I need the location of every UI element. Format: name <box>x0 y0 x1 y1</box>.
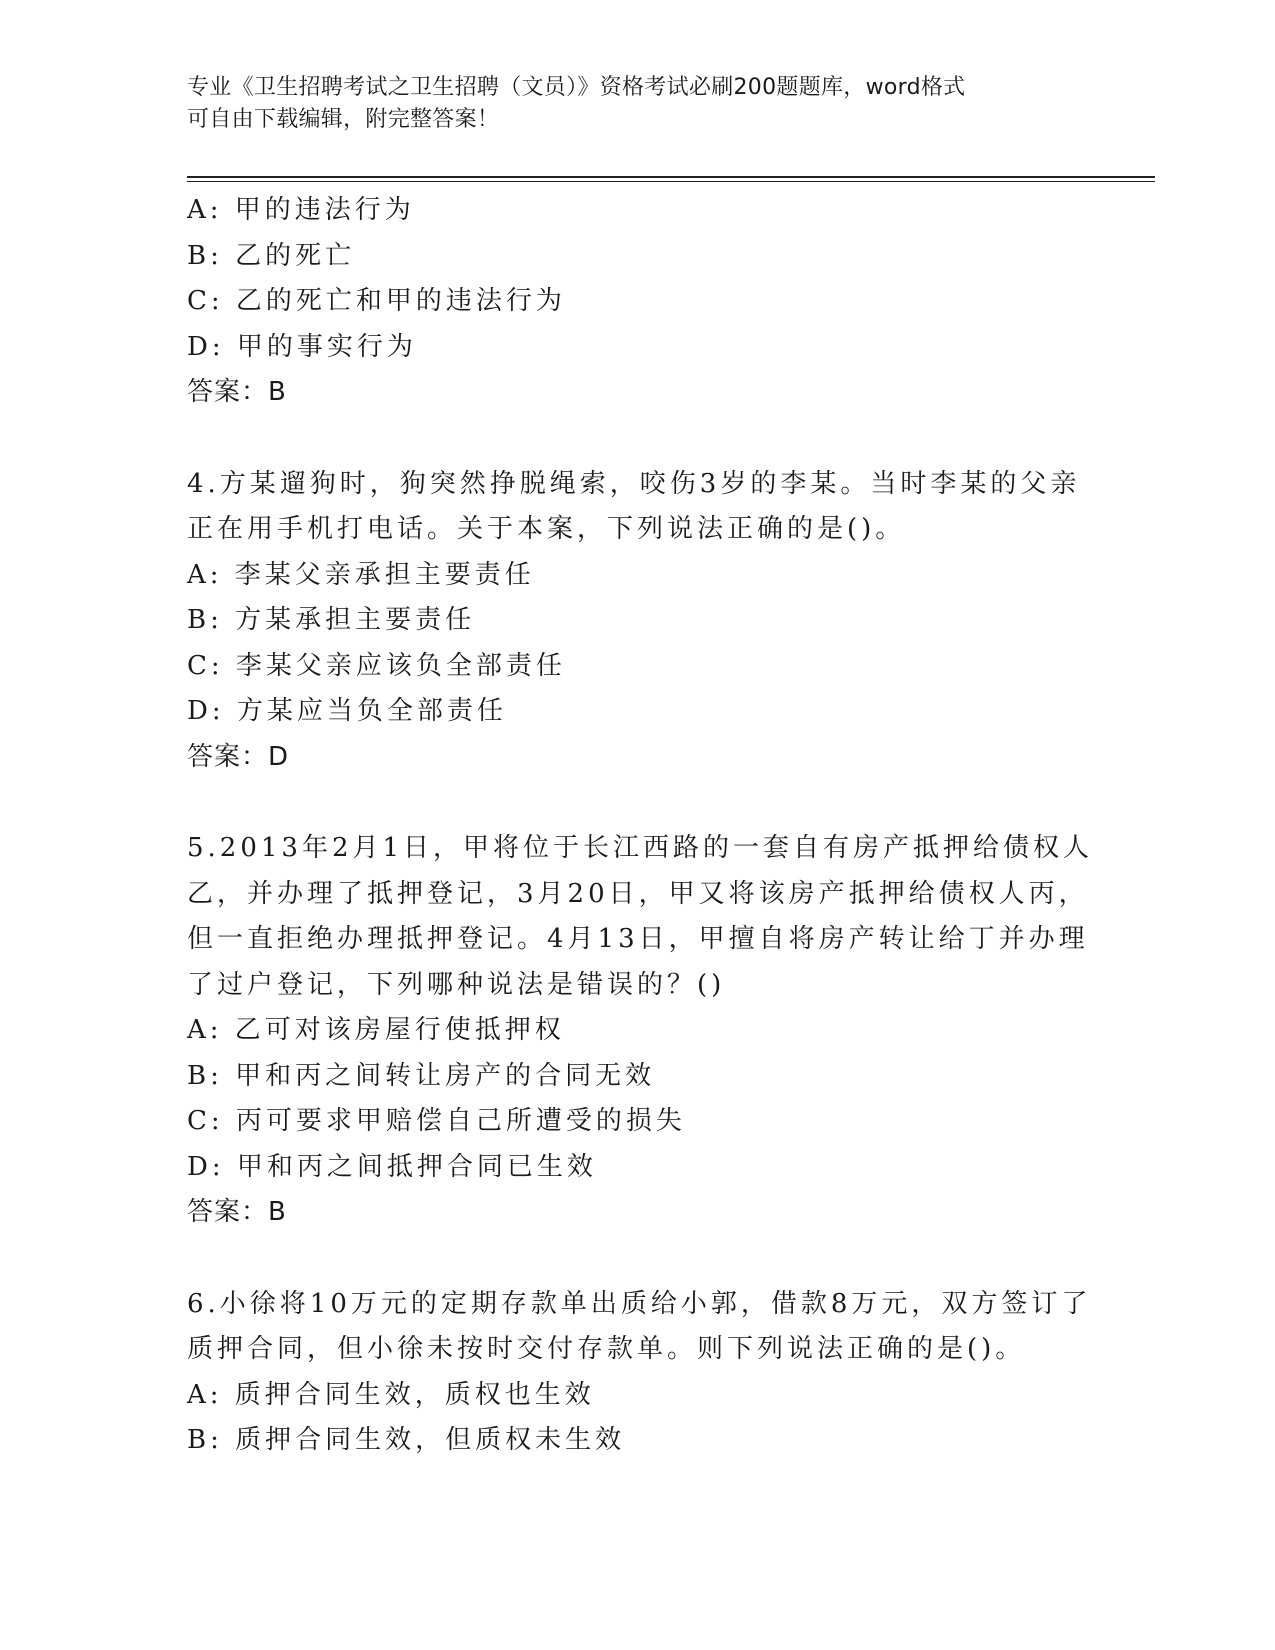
question-5 <box>187 826 1094 1236</box>
spacer <box>187 780 1087 826</box>
document-header <box>187 72 1087 136</box>
question-stem-line: 了过户登记，下列哪种说法是错误的？() <box>187 969 726 1000</box>
option-c: C: 丙可要求甲赔偿自己所遭受的损失 <box>187 1106 686 1136</box>
option-b: B: 乙的死亡 <box>187 240 356 271</box>
option-a: A: 李某父亲承担主要责任 <box>187 559 535 590</box>
header-divider-thick <box>187 176 1155 178</box>
answer-line: 答案：D <box>187 741 290 772</box>
question-stem-line: 乙，并办理了抵押登记，3月20日，甲又将该房产抵押给债权人丙， <box>187 878 1089 909</box>
question-stem-line: 正在用手机打电话。关于本案，下列说法正确的是()。 <box>187 514 906 544</box>
spacer <box>187 1236 1087 1282</box>
option-b: B: 甲和丙之间转让房产的合同无效 <box>187 1060 656 1091</box>
question-stem-line: 质押合同，但小徐未按时交付存款单。则下列说法正确的是()。 <box>187 1334 1026 1364</box>
header-line-2: 可自由下载编辑，附完整答案！ <box>187 107 500 132</box>
question-stem-line: 4.方某遛狗时，狗突然挣脱绳索，咬伤3岁的李某。当时李某的父亲 <box>187 468 1081 499</box>
question-4 <box>187 462 1087 781</box>
question-stem-line: 6.小徐将10万元的定期存款单出质给小郭，借款8万元，双方签订了 <box>187 1288 1092 1319</box>
question-3 <box>187 188 1087 416</box>
answer-line: 答案：B <box>187 1197 287 1227</box>
option-b: B: 方某承担主要责任 <box>187 605 476 635</box>
option-d: D: 甲的事实行为 <box>187 331 417 362</box>
spacer <box>187 416 1087 462</box>
question-stem-line: 但一直拒绝办理抵押登记。4月13日，甲擅自将房产转让给丁并办理 <box>187 924 1089 954</box>
document-body <box>187 188 1094 1464</box>
option-b: B: 质押合同生效，但质权未生效 <box>187 1425 626 1455</box>
option-d: D: 方某应当负全部责任 <box>187 696 507 726</box>
option-a: A: 甲的违法行为 <box>187 195 415 225</box>
option-c: C: 乙的死亡和甲的违法行为 <box>187 286 566 316</box>
option-a: A: 乙可对该房屋行使抵押权 <box>187 1015 565 1045</box>
option-c: C: 李某父亲应该负全部责任 <box>187 650 566 681</box>
header-line-1: 专业《卫生招聘考试之卫生招聘（文员）》资格考试必刷200题题库，word格式 <box>187 75 966 100</box>
question-6 <box>187 1282 1092 1464</box>
option-a: A: 质押合同生效，质权也生效 <box>187 1379 595 1410</box>
header-divider-thin <box>187 181 1155 182</box>
answer-line: 答案：B <box>187 377 287 407</box>
option-d: D: 甲和丙之间抵押合同已生效 <box>187 1151 597 1182</box>
question-stem-line: 5.2013年2月1日，甲将位于长江西路的一套自有房产抵押给债权人 <box>187 833 1094 863</box>
